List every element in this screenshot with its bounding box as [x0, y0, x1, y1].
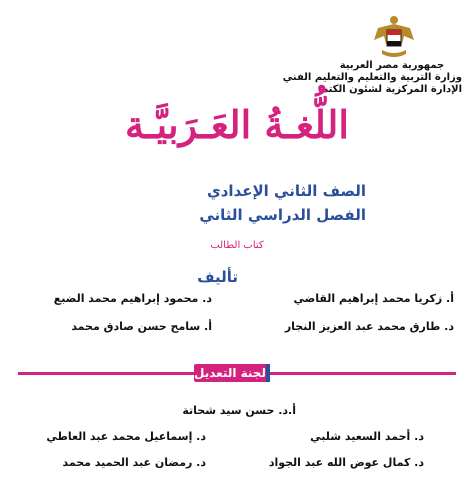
term-label: الفصل الدراسي الثاني	[199, 206, 366, 224]
ministry-line: جمهورية مصر العربية	[339, 60, 445, 71]
committee-member: د. كمال عوض الله عبد الجواد	[268, 456, 424, 469]
committee-banner	[18, 364, 456, 382]
book-title: اللُّغـةُ العَـرَبيَّـة	[125, 102, 349, 147]
committee-heading: لجنة التعديل	[194, 366, 266, 380]
committee-member: د. إسماعيل محمد عبد العاطي	[46, 430, 206, 443]
ministry-line: وزارة التربية والتعليم والتعليم الفني	[282, 72, 462, 83]
author-name: أ. زكريا محمد إبراهيم القاضي	[293, 292, 454, 305]
author-name: أ. سامح حسن صادق محمد	[71, 320, 212, 333]
committee-member: د. أحمد السعيد شلبي	[310, 430, 424, 443]
book-type: كتاب الطالب	[210, 240, 264, 251]
egypt-eagle-icon	[372, 14, 416, 60]
ministry-line: الإدارة المركزية لشئون الكتب	[318, 84, 462, 95]
committee-member: أ.د. حسن سيد شحاتة	[182, 404, 296, 417]
authors-heading: تأليف	[197, 268, 238, 286]
author-name: د. محمود إبراهيم محمد الضبع	[53, 292, 212, 305]
committee-member: د. رمضان عبد الحميد محمد	[62, 456, 206, 469]
author-name: د. طارق محمد عبد العزيز النجار	[284, 320, 454, 333]
grade-level: الصف الثاني الإعدادي	[206, 182, 366, 200]
ministry-header	[282, 60, 462, 96]
